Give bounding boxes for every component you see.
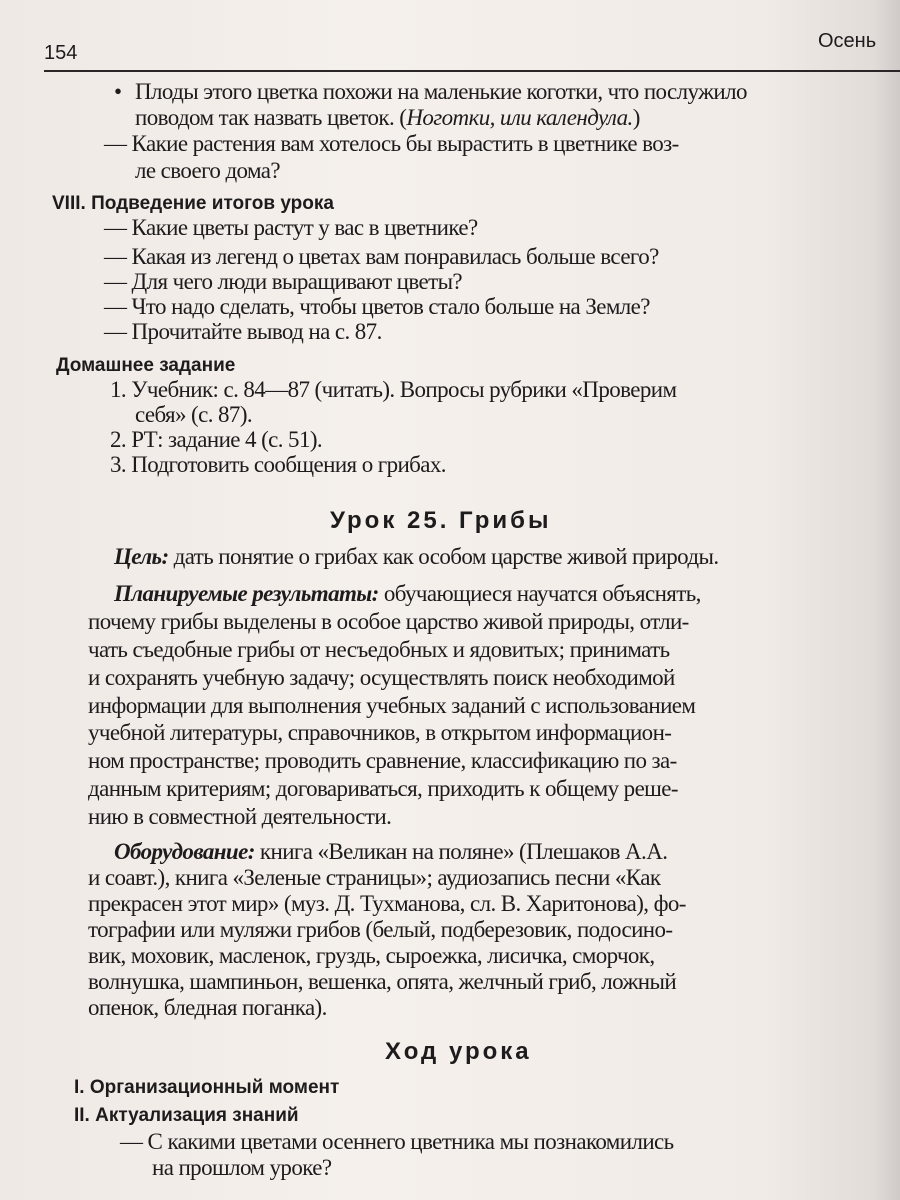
text-line: волнушка, шампиньон, вешенка, опята, желчный гриб, ложный xyxy=(88,969,677,994)
text-line: ле своего дома? xyxy=(135,158,281,183)
course-title: Ход урока xyxy=(385,1038,532,1065)
text-span: поводом так назвать цветок. ( xyxy=(135,105,407,130)
list-item: 2. РТ: задание 4 (с. 51). xyxy=(110,427,323,452)
goal-text: дать понятие о грибах как особом царстве живой природы. xyxy=(168,544,719,569)
text-line: чать съедобные грибы от несъедобных и ядовитых; принимать xyxy=(88,637,670,662)
section-heading: Домашнее задание xyxy=(56,355,236,376)
equipment-line xyxy=(114,838,667,866)
text-line: и соавт.), книга «Зеленые страницы»; аудиозапись песни «Как xyxy=(88,865,661,890)
goal-line xyxy=(114,543,719,571)
list-item: себя» (с. 87). xyxy=(135,402,253,427)
list-item: — Что надо сделать, чтобы цветов стало больше на Земле? xyxy=(104,294,650,319)
text-line xyxy=(135,104,640,132)
text-line: — С какими цветами осеннего цветника мы познакомились xyxy=(120,1129,674,1154)
list-item: — Прочитайте вывод на с. 87. xyxy=(104,319,382,344)
goal-label: Цель: xyxy=(114,544,169,569)
page-number: 154 xyxy=(44,42,78,64)
results-line xyxy=(114,580,701,608)
text-line: опенок, бледная поганка). xyxy=(88,995,327,1020)
list-item: 1. Учебник: с. 84—87 (читать). Вопросы рубрики «Проверим xyxy=(110,377,677,402)
text-line: информации для выполнения учебных заданий с использованием xyxy=(88,693,696,718)
list-item: — Какая из легенд о цветах вам понравилась больше всего? xyxy=(104,244,659,269)
text-line: нию в совместной деятельности. xyxy=(88,804,392,829)
text-line: ном пространстве; проводить сравнение, классификацию по за- xyxy=(88,748,677,773)
text-line: данным критериям; договариваться, приходить к общему реше- xyxy=(88,776,678,801)
bullet-icon: • xyxy=(114,79,122,104)
equipment-label: Оборудование: xyxy=(114,839,255,864)
section-heading: VIII. Подведение итогов урока xyxy=(52,193,334,214)
stage-heading: II. Актуализация знаний xyxy=(74,1105,299,1126)
text-line: учебной литературы, справочников, в открытом информацион- xyxy=(88,720,672,745)
list-item: — Для чего люди выращивают цветы? xyxy=(104,269,463,294)
running-title: Осень xyxy=(818,30,877,52)
results-label: Планируемые результаты: xyxy=(114,581,379,606)
results-text: обучающиеся научатся объяснять, xyxy=(378,581,701,606)
list-item: — Какие цветы растут у вас в цветнике? xyxy=(104,215,478,240)
text-span: ) xyxy=(632,105,640,130)
text-line: почему грибы выделены в особое царство живой природы, отли- xyxy=(88,609,689,634)
stage-heading: I. Организационный момент xyxy=(74,1077,340,1098)
text-line: — Какие растения вам хотелось бы вырастить в цветнике воз- xyxy=(104,131,679,156)
text-line: и сохранять учебную задачу; осуществлять поиск необходимой xyxy=(88,665,675,690)
answer-italic: Ноготки, или календула. xyxy=(406,105,633,130)
lesson-title: Урок 25. Грибы xyxy=(330,507,552,534)
text-line: вик, моховик, масленок, груздь, сыроежка, лисичка, сморчок, xyxy=(88,943,655,968)
text-line: Плоды этого цветка похожи на маленькие коготки, что послужило xyxy=(135,79,747,104)
text-line: прекрасен этот мир» (муз. Д. Тухманова, сл. В. Харитонова), фо- xyxy=(88,891,686,916)
text-line: тографии или муляжи грибов (белый, подберезовик, подосино- xyxy=(88,917,673,942)
equipment-text: книга «Великан на поляне» (Плешаков А.А. xyxy=(254,839,668,864)
list-item: 3. Подготовить сообщения о грибах. xyxy=(110,452,446,477)
header-rule xyxy=(44,70,900,72)
text-line: на прошлом уроке? xyxy=(152,1155,332,1180)
